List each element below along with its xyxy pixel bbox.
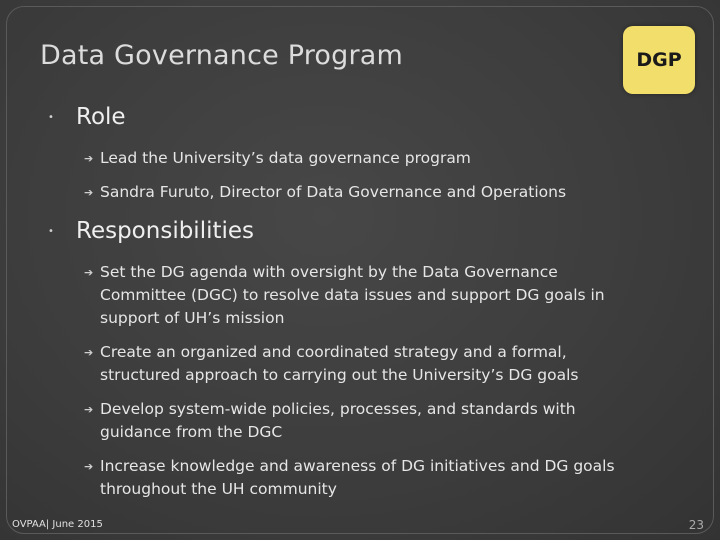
list-item [84,398,630,444]
dgp-badge [623,26,695,94]
bullet-icon: • [48,111,54,123]
list-item [84,455,630,501]
section-heading-label: Responsibilities [76,218,255,244]
section-heading-label: Role [76,104,126,130]
arrow-bullet-icon: ➔ [84,346,94,359]
page-number: 23 [688,518,704,532]
arrow-bullet-icon: ➔ [84,403,94,416]
list-item [84,261,630,330]
dgp-badge-label: DGP [636,49,682,71]
list-item-text: Sandra Furuto, Director of Data Governance and Operations [100,183,567,201]
list-item [84,147,630,170]
list-item-text: Lead the University’s data governance program [100,149,471,167]
bullet-icon: • [48,225,54,237]
list-item-text: Set the DG agenda with oversight by the Data Governance Committee (DGC) to resolve data issues and support DG goals in support of UH’s mission [100,263,605,327]
list-item [84,341,630,387]
slide-title: Data Governance Program [40,40,404,71]
list-item-text: Increase knowledge and awareness of DG initiatives and DG goals throughout the UH community [100,457,615,498]
arrow-bullet-icon: ➔ [84,266,94,279]
list-item [84,181,630,204]
arrow-bullet-icon: ➔ [84,460,94,473]
list-item-text: Develop system-wide policies, processes, and standards with guidance from the DGC [100,400,576,441]
footer-left: OVPAA| June 2015 [12,519,103,530]
list-item-text: Create an organized and coordinated strategy and a formal, structured approach to carrying out the University’s DG goals [100,343,579,384]
section-heading-responsibilities [48,218,254,244]
section-heading-role [48,104,126,130]
arrow-bullet-icon: ➔ [84,186,94,199]
arrow-bullet-icon: ➔ [84,152,94,165]
